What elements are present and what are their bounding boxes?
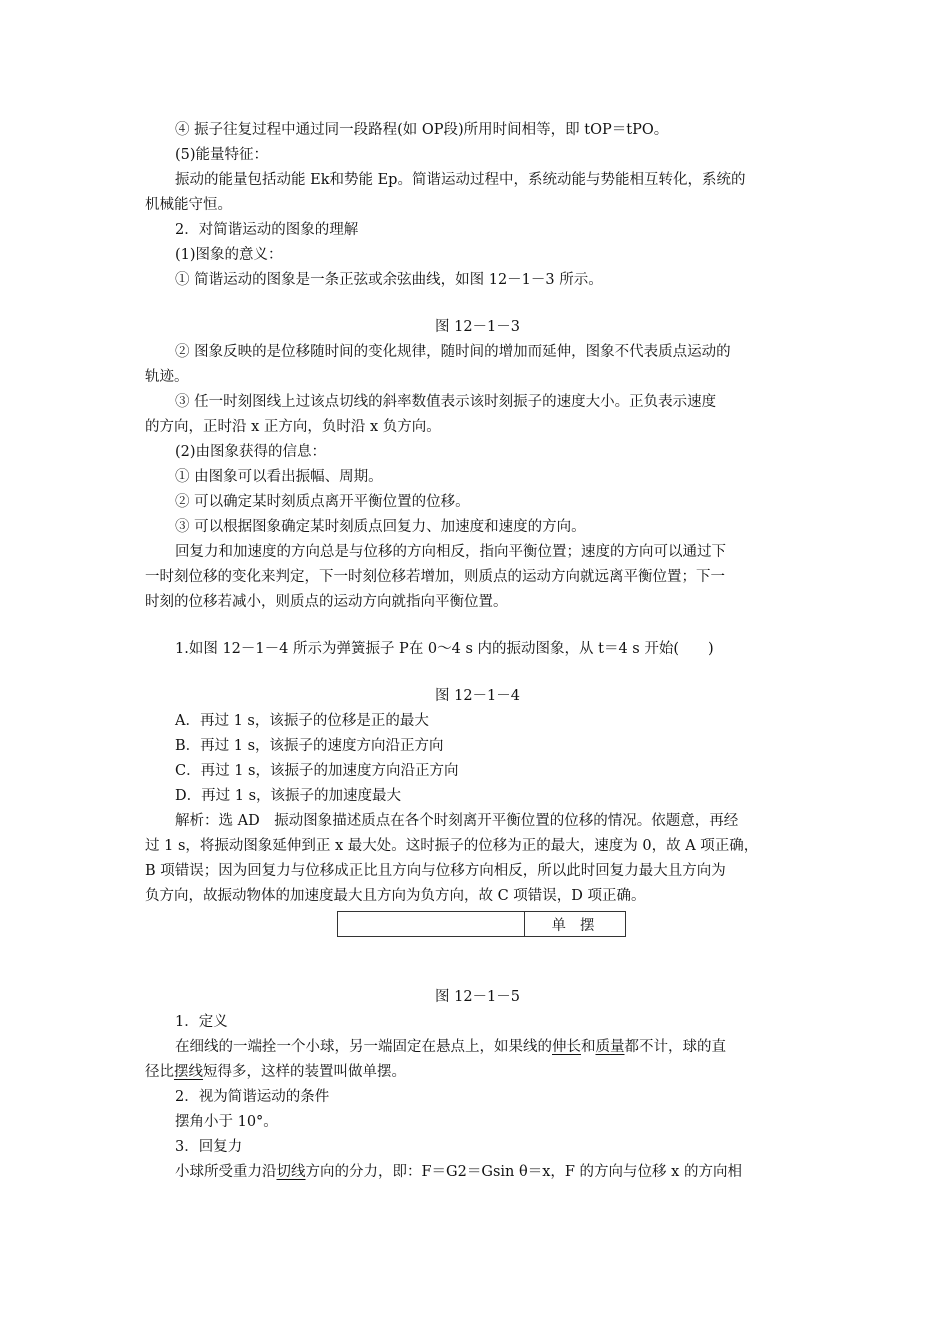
- option-a: A．再过 1 s，该振子的位移是正的最大: [175, 713, 429, 729]
- figure-caption: 图 12－1－4: [434, 688, 520, 704]
- underlined-term: 质量: [595, 1039, 625, 1055]
- text-line: 在细线的一端拴一个小球，另一端固定在悬点上，如果线的伸长和质量都不计，球的直: [175, 1039, 726, 1055]
- text-line: 时刻的位移若减小，则质点的运动方向就指向平衡位置。: [145, 594, 508, 610]
- question-stem: 1.如图 12－1－4 所示为弹簧振子 P在 0～4 s 内的振动图象，从 t＝4 s 开始( ): [175, 641, 714, 657]
- section-title-table: [337, 911, 626, 937]
- document-page: [145, 118, 810, 1185]
- section-title: 单摆: [525, 912, 626, 937]
- text-line: ① 由图象可以看出振幅、周期。: [175, 469, 383, 485]
- text-line: 小球所受重力沿切线方向的分力，即：F＝G2＝Gsin θ＝x，F 的方向与位移 x 的方向相: [175, 1164, 742, 1180]
- underlined-term: 伸长: [552, 1039, 581, 1055]
- text-line: 轨迹。: [145, 369, 189, 385]
- text-line: (1)图象的意义：: [175, 247, 283, 263]
- table-cell-empty: [338, 912, 525, 937]
- option-b: B．再过 1 s，该振子的速度方向沿正方向: [175, 738, 444, 754]
- text-line: 振动的能量包括动能 Ek和势能 Ep。简谐运动过程中，系统动能与势能相互转化，系统的: [175, 172, 746, 188]
- text-line: ② 图象反映的是位移随时间的变化规律，随时间的增加而延伸，图象不代表质点运动的: [175, 344, 731, 360]
- text-line: 机械能守恒。: [145, 197, 232, 213]
- solution-line: 过 1 s，将振动图象延伸到正 x 最大处。这时振子的位移为正的最大，速度为 0，故 A 项正确，: [145, 838, 759, 854]
- solution-line: B 项错误；因为回复力与位移成正比且方向与位移方向相反，所以此时回复力最大且方向为: [145, 863, 726, 879]
- text-line: 的方向，正时沿 x 正方向，负时沿 x 负方向。: [145, 419, 441, 435]
- text-line: ③ 任一时刻图线上过该点切线的斜率数值表示该时刻振子的速度大小。正负表示速度: [175, 394, 717, 410]
- text-line: (5)能量特征：: [175, 147, 269, 163]
- figure-caption: 图 12－1－5: [434, 989, 520, 1005]
- section-heading: 2．对简谐运动的图象的理解: [175, 222, 359, 238]
- text-line: ② 可以确定某时刻质点离开平衡位置的位移。: [175, 494, 470, 510]
- text-line: 径比摆线短得多，这样的装置叫做单摆。: [145, 1064, 406, 1080]
- text-line: (2)由图象获得的信息：: [175, 444, 327, 460]
- underlined-term: 摆线: [174, 1064, 203, 1080]
- solution-line: 负方向，故振动物体的加速度最大且方向为负方向，故 C 项错误，D 项正确。: [145, 888, 646, 904]
- text-line: 摆角小于 10°。: [175, 1114, 278, 1130]
- underlined-term: 切线: [276, 1164, 306, 1180]
- section-heading: 1．定义: [175, 1014, 228, 1030]
- section-heading: 2．视为简谐运动的条件: [175, 1089, 330, 1105]
- solution-line: 解析：选 AD 振动图象描述质点在各个时刻离开平衡位置的位移的情况。依题意，再经: [175, 813, 739, 829]
- text-line: ④ 振子往复过程中通过同一段路程(如 OP段)所用时间相等，即 tOP＝tPO。: [175, 122, 669, 138]
- option-c: C．再过 1 s，该振子的加速度方向沿正方向: [175, 763, 459, 779]
- text-line: 回复力和加速度的方向总是与位移的方向相反，指向平衡位置；速度的方向可以通过下: [175, 544, 726, 560]
- section-heading: 3．回复力: [175, 1139, 243, 1155]
- figure-caption: 图 12－1－3: [434, 319, 520, 335]
- text-line: 一时刻位移的变化来判定，下一时刻位移若增加，则质点的运动方向就远离平衡位置；下一: [145, 569, 725, 585]
- text-line: ① 简谐运动的图象是一条正弦或余弦曲线，如图 12－1－3 所示。: [175, 272, 603, 288]
- text-line: ③ 可以根据图象确定某时刻质点回复力、加速度和速度的方向。: [175, 519, 586, 535]
- option-d: D．再过 1 s，该振子的加速度最大: [175, 788, 402, 804]
